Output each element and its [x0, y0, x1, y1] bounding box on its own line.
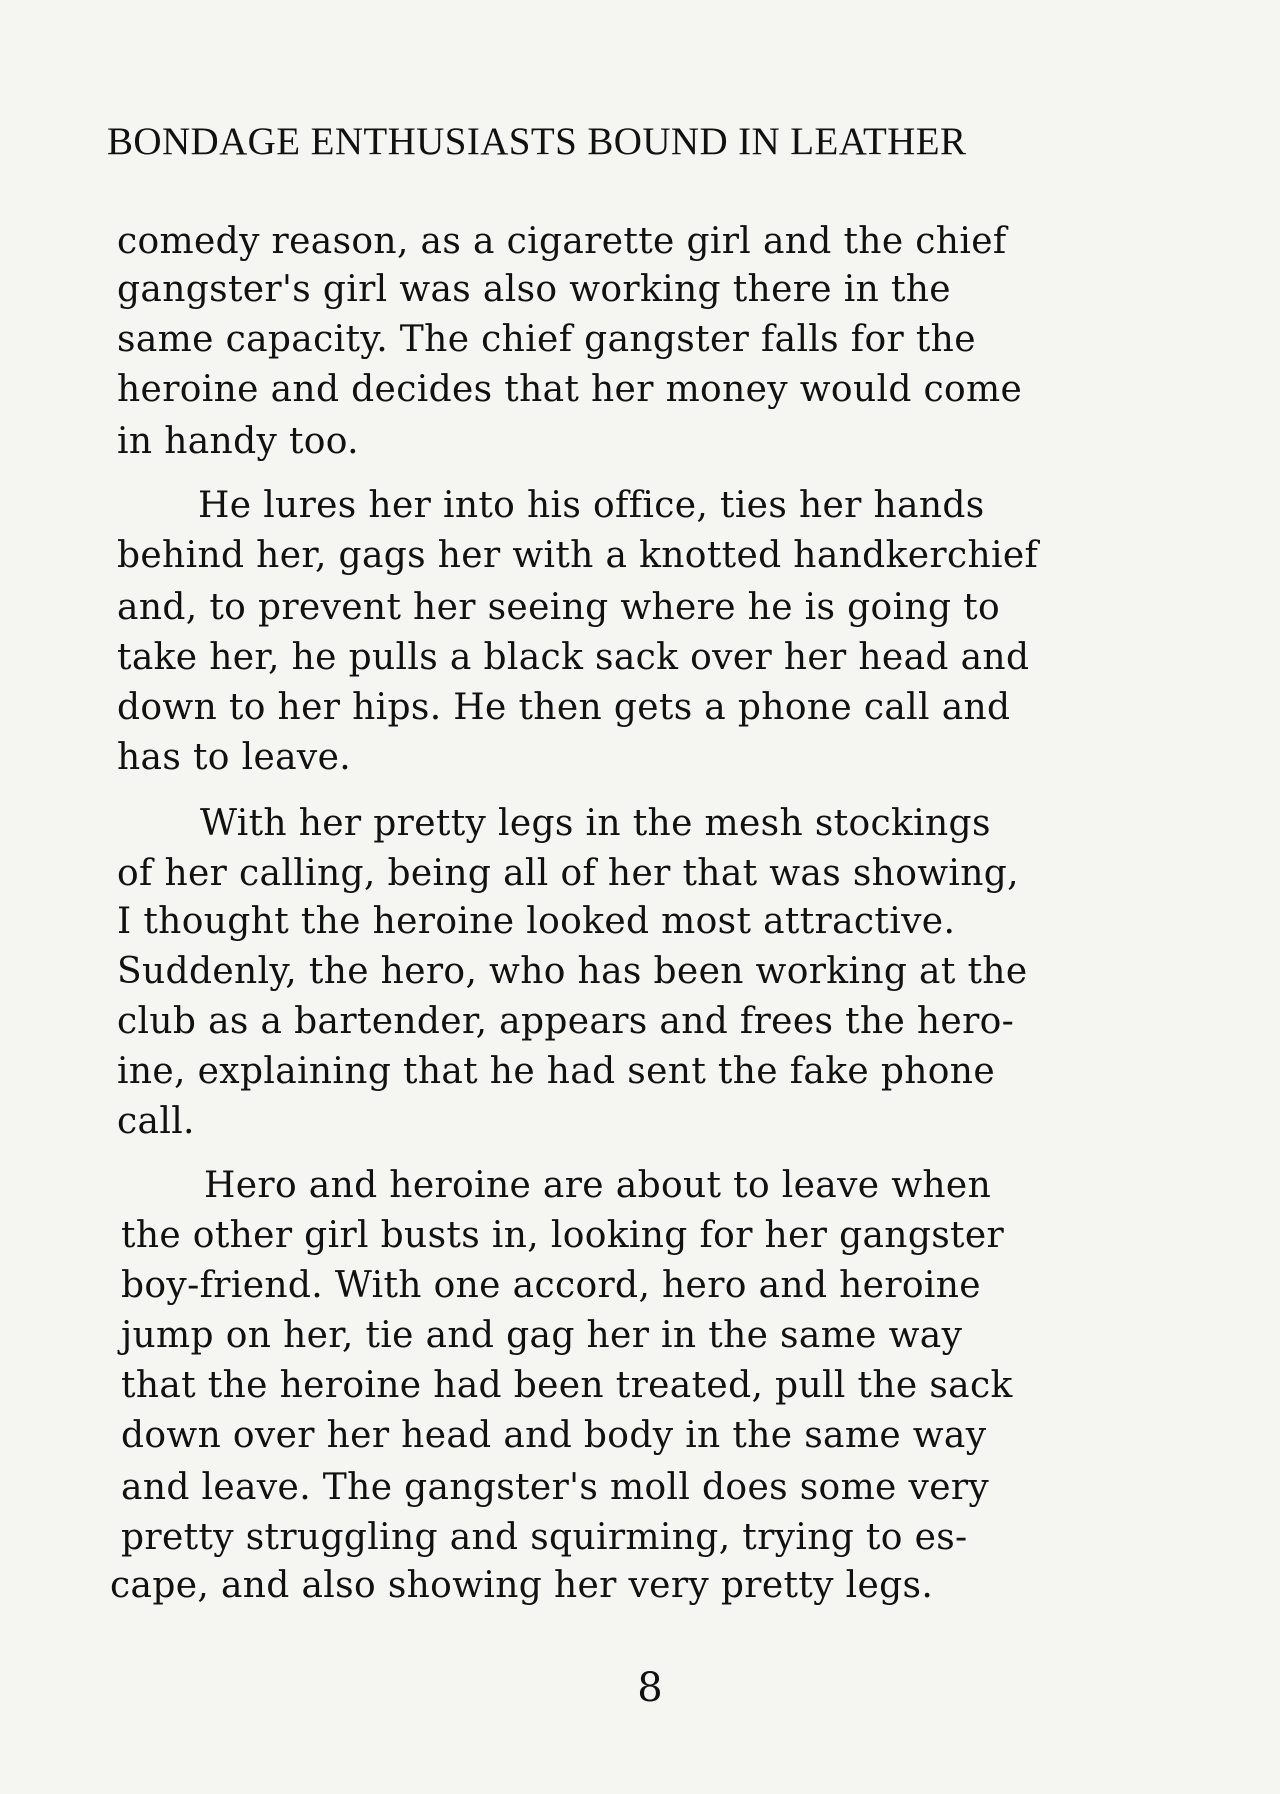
text-line: and leave. The gangster's moll does some very [121, 1467, 990, 1508]
text-line: Suddenly, the hero, who has been working at the [117, 951, 1028, 992]
text-line: With her pretty legs in the mesh stockings [200, 803, 991, 844]
text-line: same capacity. The chief gangster falls for the [117, 319, 976, 360]
text-line: I thought the heroine looked most attractive. [117, 901, 956, 942]
text-line: behind her, gags her with a knotted handkerchief [117, 535, 1039, 576]
text-line: down to her hips. He then gets a phone call and [117, 687, 1011, 728]
text-line: heroine and decides that her money would come [117, 369, 1023, 410]
text-line: has to leave. [117, 737, 352, 778]
text-line: gangster's girl was also working there in the [117, 269, 951, 310]
text-line: jump on her, tie and gag her in the same way [121, 1315, 963, 1356]
text-line: that the heroine had been treated, pull the sack [121, 1365, 1013, 1406]
running-head: BONDAGE ENTHUSIASTS BOUND IN LEATHER [107, 120, 967, 163]
text-line: in handy too. [117, 421, 359, 462]
text-line: Hero and heroine are about to leave when [204, 1165, 992, 1206]
text-line: down over her head and body in the same way [121, 1415, 987, 1456]
text-line: comedy reason, as a cigarette girl and the chief [117, 221, 1007, 262]
text-line: of her calling, being all of her that was showing, [117, 853, 1019, 894]
text-line: club as a bartender, appears and frees the hero- [117, 1001, 1015, 1042]
text-line: take her, he pulls a black sack over her head and [117, 637, 1030, 678]
text-line: boy-friend. With one accord, hero and heroine [121, 1265, 981, 1306]
text-line: ine, explaining that he had sent the fake phone [117, 1051, 995, 1092]
page-number: 8 [637, 1665, 663, 1711]
text-line: He lures her into his office, ties her hands [198, 485, 985, 526]
text-line: the other girl busts in, looking for her gangster [121, 1215, 1005, 1256]
text-line: cape, and also showing her very pretty legs. [110, 1565, 934, 1606]
text-line: call. [117, 1101, 195, 1142]
text-line: pretty struggling and squirming, trying to es- [121, 1517, 968, 1558]
text-line: and, to prevent her seeing where he is going to [117, 587, 1000, 628]
